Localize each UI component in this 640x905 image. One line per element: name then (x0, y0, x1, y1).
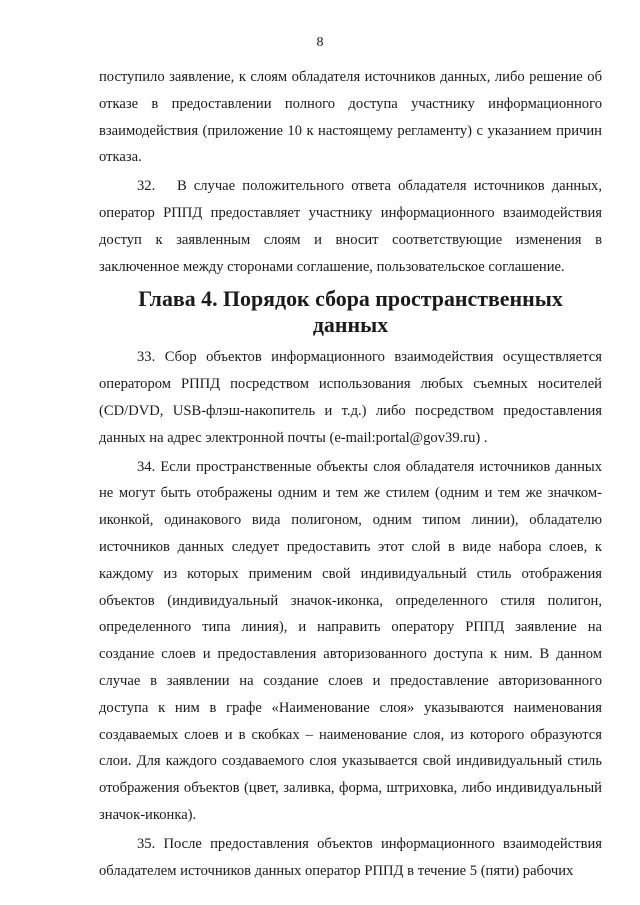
paragraph-33: 33. Сбор объектов информационного взаимодействия осуществляется оператором РППД посредством использования любых съемных носителей (CD/DVD, USB-флэш-накопитель и т.д.) либо посредством предоставления данных на адрес электронной почты (e-mail:portal@gov39.ru) . (99, 349, 602, 446)
paragraph-32: 32. В случае положительного ответа обладателя источников данных, оператор РППД предоставляет участнику информационного взаимодействия доступ к заявленным слоям и вносит соответствующие изменения в заключенное между сторонами соглашение, пользовательское соглашение. (99, 178, 602, 275)
document-body (99, 64, 602, 884)
page-number: 8 (316, 35, 324, 50)
paragraph-31-continuation: поступило заявление, к слоям обладателя источников данных, либо решение об отказе в предоставлении полного доступа участнику информационного взаимодействия (приложение 10 к настоящему регламенту) с указанием причин отказа. (99, 69, 602, 166)
chapter-4-heading: Глава 4. Порядок сбора пространственных данных (138, 286, 563, 338)
paragraph-34: 34. Если пространственные объекты слоя обладателя источников данных не могут быть отображены одним и тем же стилем (одним и тем же значком-иконкой, одинакового вида полигоном, одним типом линии), обладателю источников данных следует предоставить этот слой в виде набора слоев, к каждому из которых применим свой индивидуальный стиль отображения объектов (индивидуальный значок-иконка, определенного стиля полигон, определенного типа линия), и направить оператору РППД заявление на создание слоев и предоставления авторизованного доступа к ним. В данном случае в заявлении на создание слоев и предоставление авторизованного доступа к ним в графе «Наименование слоя» указываются наименования создаваемых слоев и в скобках – наименование слоя, из которого образуются слои. Для каждого создаваемого слоя указывается свой индивидуальный стиль отображения объектов (цвет, заливка, форма, штриховка, либо индивидуальный значок-иконка). (99, 458, 602, 823)
paragraph-35: 35. После предоставления объектов информационного взаимодействия обладателем источников данных оператор РППД в течение 5 (пяти) рабочих (99, 835, 602, 879)
